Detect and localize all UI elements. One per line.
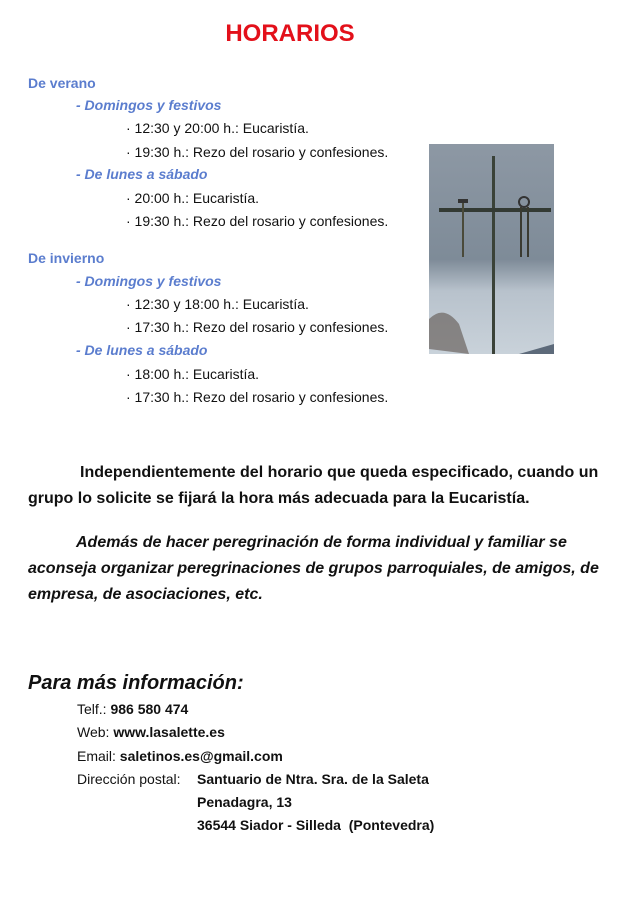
email-link[interactable]: saletinos.es@gmail.com [119, 748, 283, 764]
address-line: Santuario de Ntra. Sra. de la Saleta [197, 771, 429, 787]
email-label: Email: [77, 748, 116, 764]
web-link[interactable]: www.lasalette.es [113, 724, 225, 740]
phone-value: 986 580 474 [110, 701, 189, 717]
paragraph-schedule-note: Independientemente del horario que queda especificado, cuando un grupo lo solicite se fijará la hora más adecuada para la Eucaristía. [28, 464, 599, 507]
paragraph-pilgrimage: Además de hacer peregrinación de forma individual y familiar se aconseja organizar peregrinaciones de grupos parroquiales, de amigos, de empresa, de asociaciones, etc. [28, 534, 599, 603]
phone-label: Telf.: [77, 701, 107, 717]
schedule-item: · 12:30 y 20:00 h.: Eucaristía. [126, 120, 309, 136]
info-heading: Para más información: [28, 672, 244, 694]
web-line [77, 724, 225, 740]
schedule-item: · 17:30 h.: Rezo del rosario y confesiones. [126, 389, 389, 405]
schedule-item: · 17:30 h.: Rezo del rosario y confesiones. [126, 319, 389, 335]
schedule-item: · 19:30 h.: Rezo del rosario y confesiones. [126, 144, 389, 160]
summer-heading: De verano [28, 75, 96, 91]
address-line: Penadagra, 13 [197, 794, 292, 810]
schedule-item: · 20:00 h.: Eucaristía. [126, 190, 260, 206]
winter-sunday-heading: - Domingos y festivos [76, 273, 222, 289]
page-title: HORARIOS [225, 20, 355, 47]
address-line: 36544 Siador - Silleda (Pontevedra) [197, 817, 435, 833]
schedule-item: · 12:30 y 18:00 h.: Eucaristía. [126, 296, 309, 312]
address-label: Dirección postal: [77, 771, 181, 787]
email-line [77, 748, 283, 764]
phone-line [77, 701, 188, 717]
winter-heading: De invierno [28, 250, 105, 266]
summer-weekday-heading: - De lunes a sábado [76, 166, 208, 182]
web-label: Web: [77, 724, 110, 740]
summer-sunday-heading: - Domingos y festivos [76, 97, 222, 113]
schedule-item: · 19:30 h.: Rezo del rosario y confesiones. [126, 213, 389, 229]
winter-weekday-heading: - De lunes a sábado [76, 342, 208, 358]
schedule-item: · 18:00 h.: Eucaristía. [126, 366, 260, 382]
cross-photo [429, 144, 554, 354]
